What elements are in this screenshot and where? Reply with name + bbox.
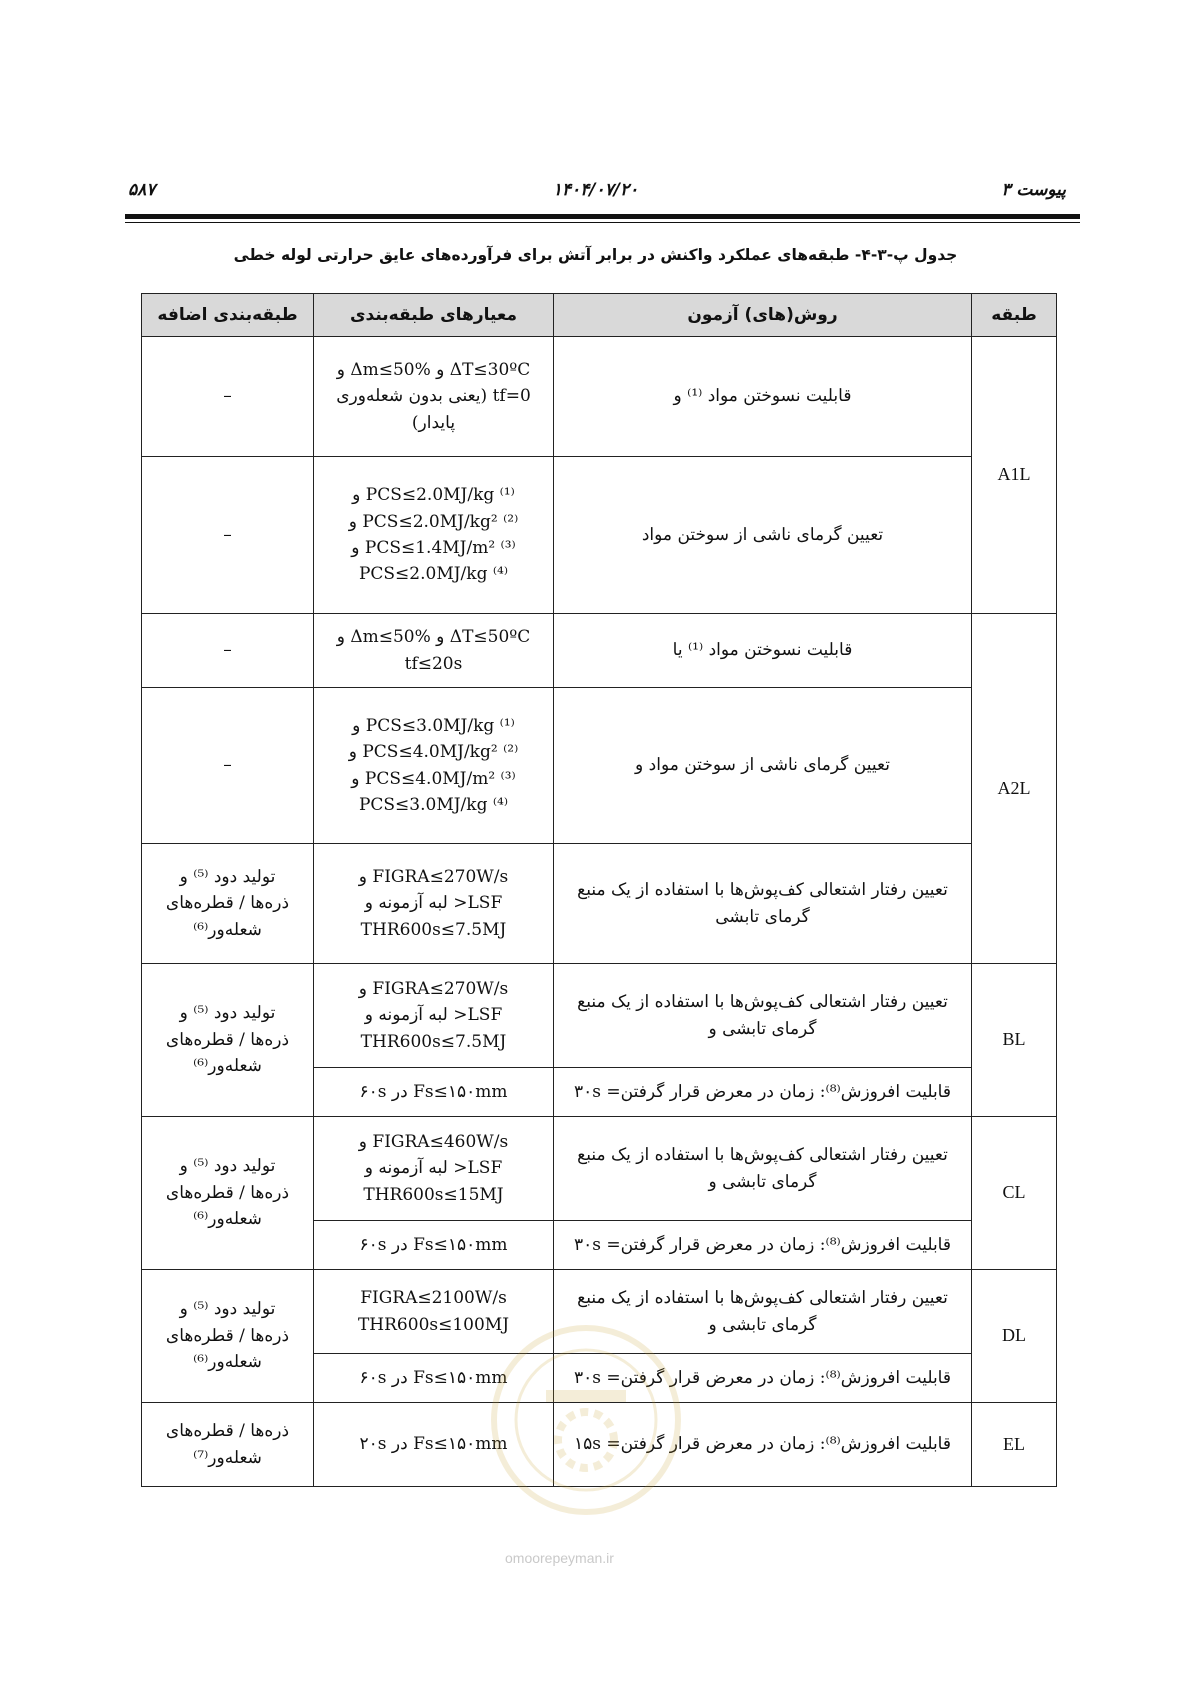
criteria-line: FIGRA≤2100W/s bbox=[360, 1288, 507, 1309]
criteria-line: tf=0 (یعنی بدون شعله‌وری bbox=[336, 386, 531, 407]
table-caption: جدول پ-۳-۴- طبقه‌های عملکرد واکنش در برابر آتش برای فرآورده‌های عایق حرارتی لوله خطی bbox=[233, 246, 958, 264]
class-label: CL bbox=[1002, 1182, 1026, 1203]
method-cell: قابلیت افروزش⁽⁸⁾: زمان در معرض قرار گرفتن= ۳۰s bbox=[554, 1354, 972, 1403]
extra-line: ذره‌ها / قطره‌های bbox=[165, 893, 290, 914]
page-number: ۵۸۷ bbox=[128, 180, 156, 200]
criteria-line: LSF< لبه آزمونه و bbox=[364, 1158, 503, 1179]
extra-line: ذره‌ها / قطره‌های bbox=[165, 1182, 290, 1203]
extra-line: شعله‌ور⁽⁶⁾ bbox=[193, 1209, 262, 1230]
extra-cell bbox=[142, 1270, 314, 1403]
criteria-cell bbox=[314, 844, 554, 964]
criteria-line: PCS≤4.0MJ/kg² ⁽²⁾ و bbox=[348, 742, 519, 763]
extra-line: شعله‌ور⁽⁶⁾ bbox=[193, 919, 262, 940]
class-label: EL bbox=[1003, 1433, 1025, 1454]
table-row bbox=[142, 688, 1057, 844]
header-extra-class: طبقه‌بندی اضافه bbox=[142, 294, 314, 337]
criteria-cell bbox=[314, 457, 554, 614]
section-label: پیوست ۳ bbox=[1001, 180, 1066, 200]
extra-line: شعله‌ور⁽⁶⁾ bbox=[193, 1352, 262, 1373]
criteria-line: LSF< لبه آزمونه و bbox=[364, 1005, 503, 1026]
table-row bbox=[142, 457, 1057, 614]
criteria-cell bbox=[314, 964, 554, 1068]
method-cell: تعیین رفتار اشتعالی کف‌پوش‌ها با استفاده از یک منبع گرمای تابشی و bbox=[554, 964, 972, 1068]
criteria-line: پایدار) bbox=[411, 412, 456, 433]
class-cell bbox=[972, 1117, 1057, 1270]
extra-line: تولید دود ⁽⁵⁾ و bbox=[179, 1299, 276, 1320]
extra-cell: – bbox=[142, 337, 314, 457]
criteria-line: PCS≤3.0MJ/kg ⁽⁴⁾ bbox=[358, 794, 509, 815]
criteria-line: ΔT≤30ºC و Δm≤50% و bbox=[336, 359, 531, 380]
class-cell bbox=[972, 1403, 1057, 1487]
criteria-line: THR600s≤7.5MJ bbox=[360, 1031, 507, 1052]
method-cell: تعیین گرمای ناشی از سوختن مواد bbox=[554, 457, 972, 614]
criteria-line: PCS≤2.0MJ/kg² ⁽²⁾ و bbox=[348, 511, 519, 532]
extra-cell bbox=[142, 1403, 314, 1487]
extra-cell bbox=[142, 1117, 314, 1270]
extra-line: تولید دود ⁽⁵⁾ و bbox=[179, 1003, 276, 1024]
criteria-line: PCS≤2.0MJ/kg ⁽⁴⁾ bbox=[358, 564, 509, 585]
criteria-cell: Fs≤۱۵۰mm در ۶۰s bbox=[314, 1354, 554, 1403]
class-label: A2L bbox=[997, 777, 1031, 798]
criteria-line: ΔT≤50ºC و Δm≤50% و bbox=[336, 627, 531, 648]
criteria-line: tf≤20s bbox=[404, 653, 463, 674]
table-row bbox=[142, 1117, 1057, 1221]
criteria-line: PCS≤2.0MJ/kg ⁽¹⁾ و bbox=[352, 485, 515, 506]
table-row bbox=[142, 964, 1057, 1068]
watermark-seal bbox=[486, 1320, 686, 1520]
criteria-line: LSF< لبه آزمونه و bbox=[364, 893, 503, 914]
method-cell: تعیین گرمای ناشی از سوختن مواد و bbox=[554, 688, 972, 844]
method-cell: قابلیت افروزش⁽⁸⁾: زمان در معرض قرار گرفتن= ۳۰s bbox=[554, 1221, 972, 1270]
criteria-cell: Fs≤۱۵۰mm در ۶۰s bbox=[314, 1221, 554, 1270]
document-date: ۱۴۰۴/۰۷/۲۰ bbox=[552, 180, 639, 200]
method-cell: تعیین رفتار اشتعالی کف‌پوش‌ها با استفاده از یک منبع گرمای تابشی و bbox=[554, 1117, 972, 1221]
criteria-cell: Fs≤۱۵۰mm در ۲۰s bbox=[314, 1403, 554, 1487]
watermark-url: omoorepeyman.ir bbox=[505, 1550, 614, 1566]
method-cell: قابلیت افروزش⁽⁸⁾: زمان در معرض قرار گرفتن= ۳۰s bbox=[554, 1068, 972, 1117]
class-label: DL bbox=[1002, 1325, 1026, 1346]
extra-line: تولید دود ⁽⁵⁾ و bbox=[179, 1156, 276, 1177]
header-rule-thin bbox=[125, 222, 1080, 223]
extra-cell: – bbox=[142, 688, 314, 844]
criteria-line: FIGRA≤270W/s و bbox=[358, 978, 509, 999]
class-label: A1L bbox=[997, 464, 1031, 485]
criteria-line: THR600s≤15MJ bbox=[363, 1184, 504, 1205]
extra-line: ذره‌ها / قطره‌های bbox=[165, 1029, 290, 1050]
table-header-row bbox=[142, 294, 1057, 337]
criteria-cell bbox=[314, 614, 554, 688]
criteria-line: FIGRA≤460W/s و bbox=[358, 1131, 509, 1152]
table-row bbox=[142, 844, 1057, 964]
criteria-cell bbox=[314, 1117, 554, 1221]
criteria-line: FIGRA≤270W/s و bbox=[358, 866, 509, 887]
header-criteria: معیارهای طبقه‌بندی bbox=[314, 294, 554, 337]
header-rule-thick bbox=[125, 214, 1080, 219]
extra-line: ذره‌ها / قطره‌های bbox=[165, 1421, 290, 1442]
class-cell bbox=[972, 1270, 1057, 1403]
method-cell: قابلیت نسوختن مواد ⁽¹⁾ یا bbox=[554, 614, 972, 688]
method-cell: قابلیت افروزش⁽⁸⁾: زمان در معرض قرار گرفتن= ۱۵s bbox=[554, 1403, 972, 1487]
extra-line: شعله‌ور⁽⁷⁾ bbox=[193, 1447, 262, 1468]
table-row bbox=[142, 614, 1057, 688]
table-row bbox=[142, 337, 1057, 457]
criteria-line: PCS≤4.0MJ/m² ⁽³⁾ و bbox=[351, 768, 516, 789]
extra-line: ذره‌ها / قطره‌های bbox=[165, 1325, 290, 1346]
criteria-line: PCS≤3.0MJ/kg ⁽¹⁾ و bbox=[352, 715, 515, 736]
criteria-line: PCS≤1.4MJ/m² ⁽³⁾ و bbox=[351, 538, 516, 558]
header-test-method: روش(های) آزمون bbox=[554, 294, 972, 337]
criteria-line: THR600s≤100MJ bbox=[357, 1314, 510, 1335]
class-cell bbox=[972, 337, 1057, 614]
fire-reaction-table bbox=[141, 293, 1057, 1487]
extra-cell: – bbox=[142, 614, 314, 688]
criteria-line: THR600s≤7.5MJ bbox=[360, 919, 507, 940]
extra-cell bbox=[142, 964, 314, 1117]
extra-cell bbox=[142, 844, 314, 964]
extra-line: تولید دود ⁽⁵⁾ و bbox=[179, 866, 276, 887]
criteria-cell bbox=[314, 337, 554, 457]
extra-cell: – bbox=[142, 457, 314, 614]
class-cell bbox=[972, 614, 1057, 964]
criteria-cell: Fs≤۱۵۰mm در ۶۰s bbox=[314, 1068, 554, 1117]
method-cell: تعیین رفتار اشتعالی کف‌پوش‌ها با استفاده از یک منبع گرمای تابشی و bbox=[554, 1270, 972, 1354]
criteria-cell bbox=[314, 688, 554, 844]
header-class: طبقه bbox=[972, 294, 1057, 337]
method-cell: قابلیت نسوختن مواد ⁽¹⁾ و bbox=[554, 337, 972, 457]
class-label: BL bbox=[1002, 1029, 1026, 1050]
extra-line: شعله‌ور⁽⁶⁾ bbox=[193, 1056, 262, 1077]
method-cell: تعیین رفتار اشتعالی کف‌پوش‌ها با استفاده از یک منبع گرمای تابشی bbox=[554, 844, 972, 964]
class-cell bbox=[972, 964, 1057, 1117]
